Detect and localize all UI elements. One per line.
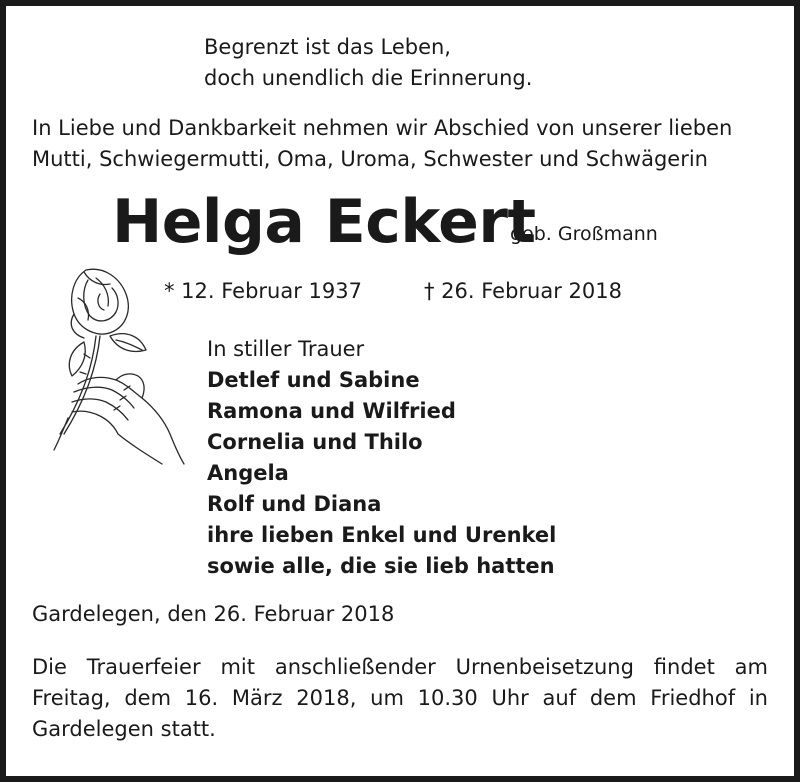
mourner-name: Detlef und Sabine (207, 368, 420, 392)
mourner-name: Cornelia und Thilo (207, 430, 423, 454)
mourners-section (207, 334, 556, 582)
maiden-name: geb. Großmann (510, 223, 658, 245)
birth-date: * 12. Februar 1937 (164, 279, 362, 303)
death-date: † 26. Februar 2018 (424, 279, 622, 303)
intro-line-1: In Liebe und Dankbarkeit nehmen wir Abschied von unserer lieben (32, 116, 733, 140)
funeral-notice: Die Trauerfeier mit anschließender Urnenbeisetzung findet am Freitag, dem 16. März 2018, um 10.30 Uhr auf dem Friedhof in Gardelegen statt. (32, 655, 768, 741)
mourner-name: sowie alle, die sie lieb hatten (207, 554, 555, 578)
mourner-name: Angela (207, 461, 289, 485)
rose-in-hand-icon (38, 258, 198, 468)
motto-line-1: Begrenzt ist das Leben, (204, 35, 451, 59)
mourner-name: Ramona und Wilfried (207, 399, 456, 423)
deceased-name: Helga Eckert (112, 187, 536, 257)
mourners-heading: In stiller Trauer (207, 337, 365, 361)
motto-line-2: doch unendlich die Erinnerung. (204, 66, 533, 90)
mourner-name: ihre lieben Enkel und Urenkel (207, 523, 557, 547)
intro-line-2: Mutti, Schwiegermutti, Oma, Uroma, Schwester und Schwägerin (32, 147, 708, 171)
mourner-name: Rolf und Diana (207, 492, 382, 516)
place-date: Gardelegen, den 26. Februar 2018 (32, 602, 395, 626)
intro-text (32, 113, 732, 175)
motto (204, 32, 532, 94)
